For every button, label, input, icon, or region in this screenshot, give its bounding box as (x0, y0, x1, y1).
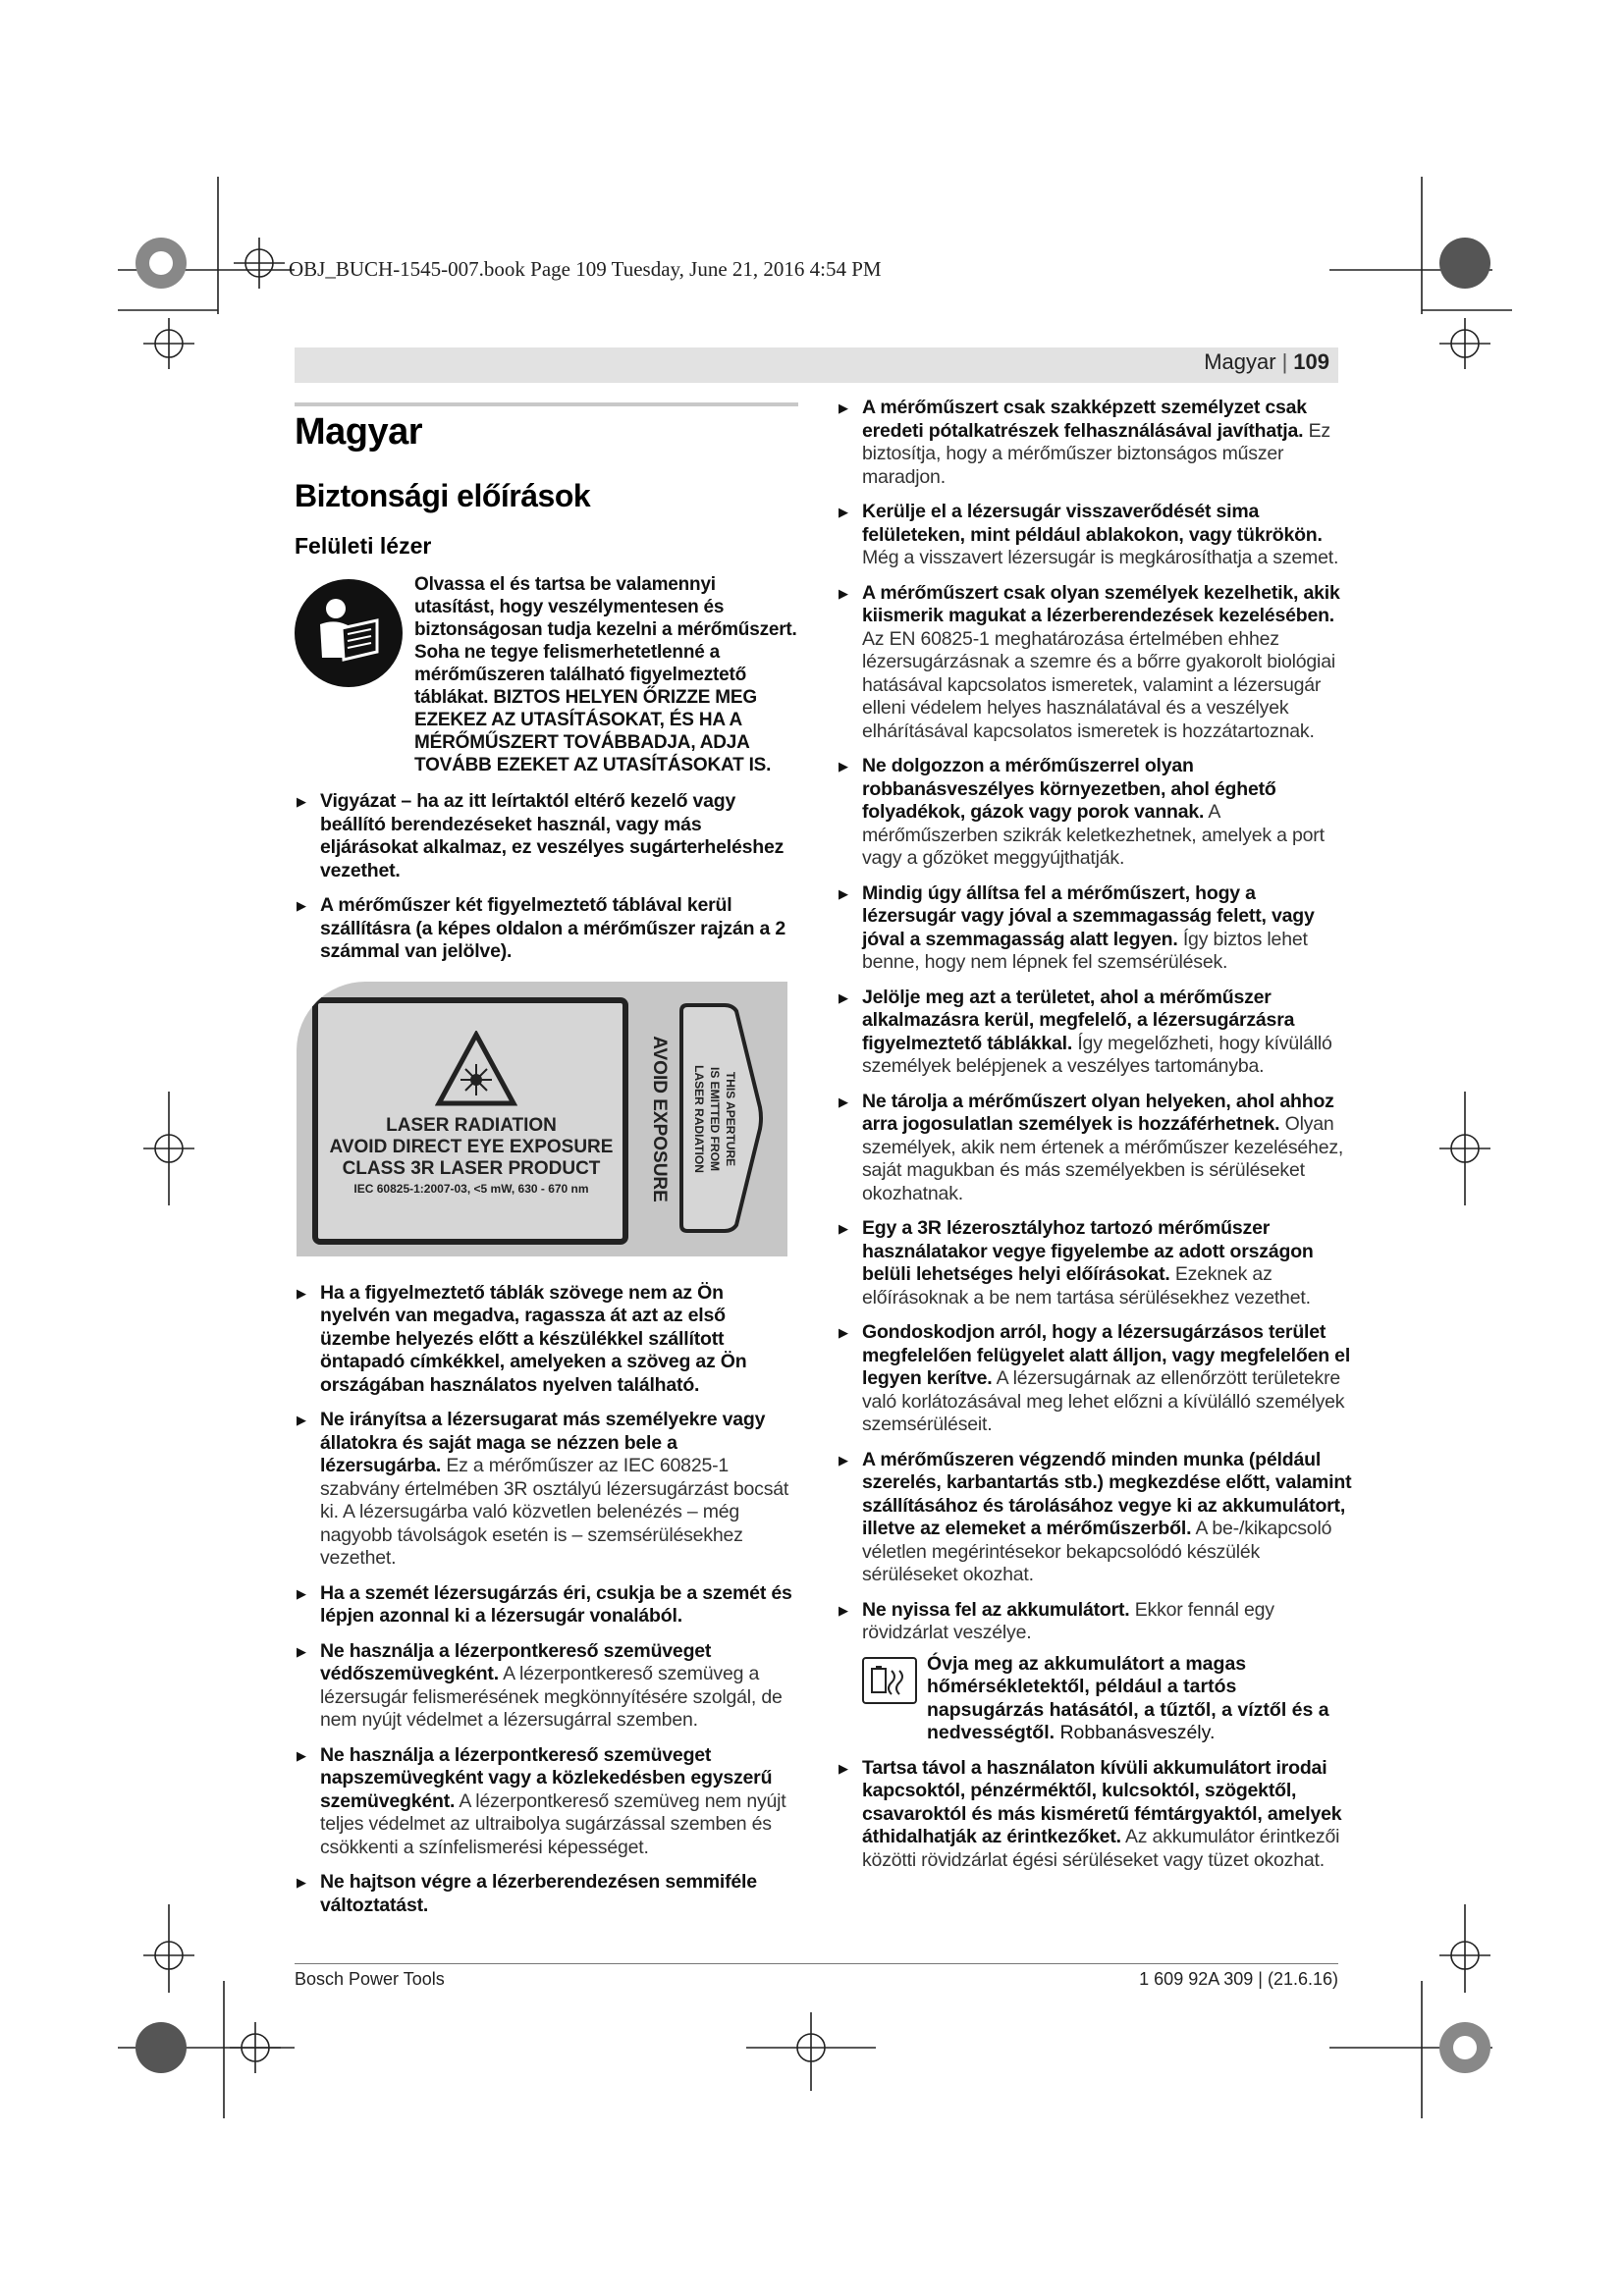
footer-brand: Bosch Power Tools (295, 1969, 445, 1989)
read-manual-icon (295, 579, 403, 687)
aperture-text-line: IS EMITTED FROM (708, 1066, 722, 1171)
svg-text:AVOID EXPOSURE: AVOID EXPOSURE (649, 1035, 670, 1202)
list-item: ▶ Ne dolgozzon a mérőműszerrel olyan robbanásveszélyes környezetben, ahol éghető folyadékok, gázok vagy porok vannak. A mérőműszerben szikrák keletkezhetnek, amelyek a port vagy a gőzöket meggyújthatják. (837, 755, 1353, 871)
list-item: ▶ Ne használja a lézerpontkereső szemüveget védőszemüvegként. A lézerpontkereső szemüveg a lézersugár felismerésének megkönnyítésére szolgál, de nem nyújt védelmet a lézersugárral szemben. (295, 1640, 798, 1733)
list-item: ▶ Ne tárolja a mérőműszert olyan helyeken, ahol ahhoz arra jogosulatlan személyek is hozzáférhetnek. Olyan személyek, akik nem értenek a mérőműszer kezeléséhez, saját magukban és más személyekben is sérüléseket okozhatnak. (837, 1091, 1353, 1206)
aperture-text-line: LASER RADIATION (692, 1064, 706, 1173)
footer-rule (295, 1963, 1338, 1964)
label-line-2: AVOID DIRECT EYE EXPOSURE (329, 1136, 614, 1157)
label-panel (312, 997, 628, 1245)
list-item: ▶ A mérőműszert csak olyan személyek kezelhetik, akik kiismerik magukat a lézerberendezések kezelésében. Az EN 60825-1 meghatározása értelmében ehhez lézersugárzásnak a szemre és a bőrre gyakorolt biológiai hatásával kapcsolatos ismeretek, valamint a lézersugár elleni védelem helyes használatával és a veszélyek elhárításával kapcsolatos ismeretek is hozzátartoznak. (837, 582, 1353, 744)
section-heading: Biztonsági előírások (295, 478, 591, 513)
label-line-3: CLASS 3R LASER PRODUCT (342, 1157, 601, 1179)
list-item: ▶ Ne nyissa fel az akkumulátort. Ekkor fennál egy rövidzárlat veszélye. (837, 1599, 1353, 1645)
list-item: ▶ Egy a 3R lézerosztályhoz tartozó mérőműszer használatakor vegye figyelembe az adott országon belüli lehetséges helyi előírásokat. Ezeknek az előírásoknak a be nem tartása sérülésekhez vezethet. (837, 1217, 1353, 1309)
list-item: ▶ Ne használja a lézerpontkereső szemüveget napszemüvegként vagy a közlekedésben egyszerű szemüvegként. A lézerpontkereső szemüveg nem nyújt teljes védelmet az ultraibolya sugárzással szemben és csökkenti a színfelismerési képességet. (295, 1744, 798, 1860)
list-item: ▶ Kerülje el a lézersugár visszaverődését sima felületeken, mint például ablakokon, vagy tükrökön. Még a visszavert lézersugár is megkárosíthatja a szemet. (837, 501, 1353, 570)
battery-note-text: Óvja meg az akkumulátort a magas hőmérsékletektől, például a tartós napsugárzás hatásától, a tűztől, a víztől és a nedvességtől. Robbanásveszély. (927, 1652, 1329, 1743)
right-column (837, 397, 1353, 1884)
header-band (295, 347, 1338, 383)
page-number: 109 (1293, 349, 1329, 374)
battery-note (862, 1653, 1353, 1745)
footer-doc-number: 1 609 92A 309 | (21.6.16) (1139, 1969, 1338, 1989)
list-item: ▶ Vigyázat – ha az itt leírtaktól eltérő kezelő vagy beállító berendezéseket használ, vagy más eljárásokat alkalmaz, ez veszélyes sugárterheléshez vezethet. (295, 790, 798, 882)
intro-block (295, 573, 798, 776)
battery-heat-icon (862, 1657, 917, 1704)
list-item: ▶ A mérőműszer két figyelmeztető táblával kerül szállításra (a képes oldalon a mérőműszer rajzán a 2 számmal van jelölve). (295, 894, 798, 964)
running-header: Magyar | 109 (1204, 349, 1329, 374)
label-line-1: LASER RADIATION (386, 1114, 557, 1136)
intro-text: Olvassa el és tartsa be valamennyi utasítást, hogy veszélymentesen és biztonságosan tudja kezelni a mérőműszert. Soha ne tegye felismerhetetlenné a mérőműszeren található figyelmeztető táblákat. BIZTOS HELYEN ŐRIZZE MEG EZEKEZ AZ UTASÍTÁSOKAT, ÉS HA A MÉRŐMŰSZERT TOVÁBBADJA, ADJA TOVÁBB EZEKET AZ UTASÍTÁSOKAT IS. (414, 574, 797, 775)
list-item: ▶ Tartsa távol a használaton kívüli akkumulátort irodai kapcsoktól, pénzérméktől, kulcsoktól, szögektől, csavaroktól és más kisméretű fémtárgyaktól, amelyek áthidalhatják az érintkezőket. Az akkumulátor érintkezői közötti rövidzárlat égési sérüléseket vagy tüzet okozhat. (837, 1757, 1353, 1873)
label-line-4: IEC 60825-1:2007-03, <5 mW, 630 - 670 nm (353, 1181, 589, 1196)
page-title: Magyar (295, 411, 423, 453)
header-section: Magyar (1204, 349, 1276, 374)
list-item: ▶ Jelölje meg azt a területet, ahol a mérőműszer alkalmazásra kerül, megfelelő, a lézersugárzásra figyelmeztető táblákkal. Így megelőzheti, hogy kívülálló személyek belépjenek a veszélyes tartományba. (837, 987, 1353, 1079)
list-item: ▶ A mérőműszeren végzendő minden munka (például szerelés, karbantartás stb.) megkezdése előtt, valamint szállításához és tárolásához vegye ki az akkumulátort, illetve az elemeket a mérőműszerből. A be-/kikapcsoló véletlen megérintésekor bekapcsolódó készülék sérüléseket okozhat. (837, 1449, 1353, 1587)
subsection-heading: Felületi lézer (295, 533, 432, 559)
list-item: ▶ A mérőműszert csak szakképzett személyzet csak eredeti pótalkatrészek felhasználásával javíthatja. Ez biztosítja, hogy a mérőműszer biztonságos műszer maradjon. (837, 397, 1353, 489)
aperture-text-line: THIS APERTURE (724, 1071, 737, 1166)
laser-warning-label (297, 982, 787, 1256)
list-item: ▶ Mindig úgy állítsa fel a mérőműszert, hogy a lézersugár vagy jóval a szemmagasság felett, vagy jóval a szemmagasság alatt legyen. Így biztos lehet benne, hogy nem lépnek fel szemsérülések. (837, 882, 1353, 975)
title-rule (295, 402, 798, 406)
aperture-label (634, 997, 768, 1239)
list-item: ▶ Ne hajtson végre a lézerberendezésen semmiféle változtatást. (295, 1871, 798, 1917)
list-item: ▶ Ne irányítsa a lézersugarat más személyekre vagy állatokra és saját maga se nézzen bele a lézersugárba. Ez a mérőműszer az IEC 60825-1 szabvány értelmében 3R osztályú lézersugárzást bocsát ki. A lézersugárba való közvetlen belenézés – még nagyobb távolságok esetén is – szemsérülésekhez vezethet. (295, 1409, 798, 1571)
list-item: ▶ Ha a szemét lézersugárzás éri, csukja be a szemét és lépjen azonnal ki a lézersugár vonalából. (295, 1582, 798, 1629)
list-item: ▶ Gondoskodjon arról, hogy a lézersugárzásos terület megfelelően felügyelet alatt álljon, vagy megfelelően el legyen kerítve. A lézersugárnak az ellenőrzött területekre való korlátozásával meg lehet előzni a kívülálló személyek szemsérüléseit. (837, 1321, 1353, 1437)
list-item: ▶ Ha a figyelmeztető táblák szövege nem az Ön nyelvén van megadva, ragassza át azt az első üzembe helyezés előtt a készülékkel szállított öntapadó címkékkel, amelyeken a szöveg az Ön országában használatos nyelven található. (295, 1282, 798, 1398)
laser-hazard-icon (435, 1031, 517, 1107)
print-header: OBJ_BUCH-1545-007.book Page 109 Tuesday, June 21, 2016 4:54 PM (289, 257, 882, 281)
left-column (295, 410, 798, 1929)
